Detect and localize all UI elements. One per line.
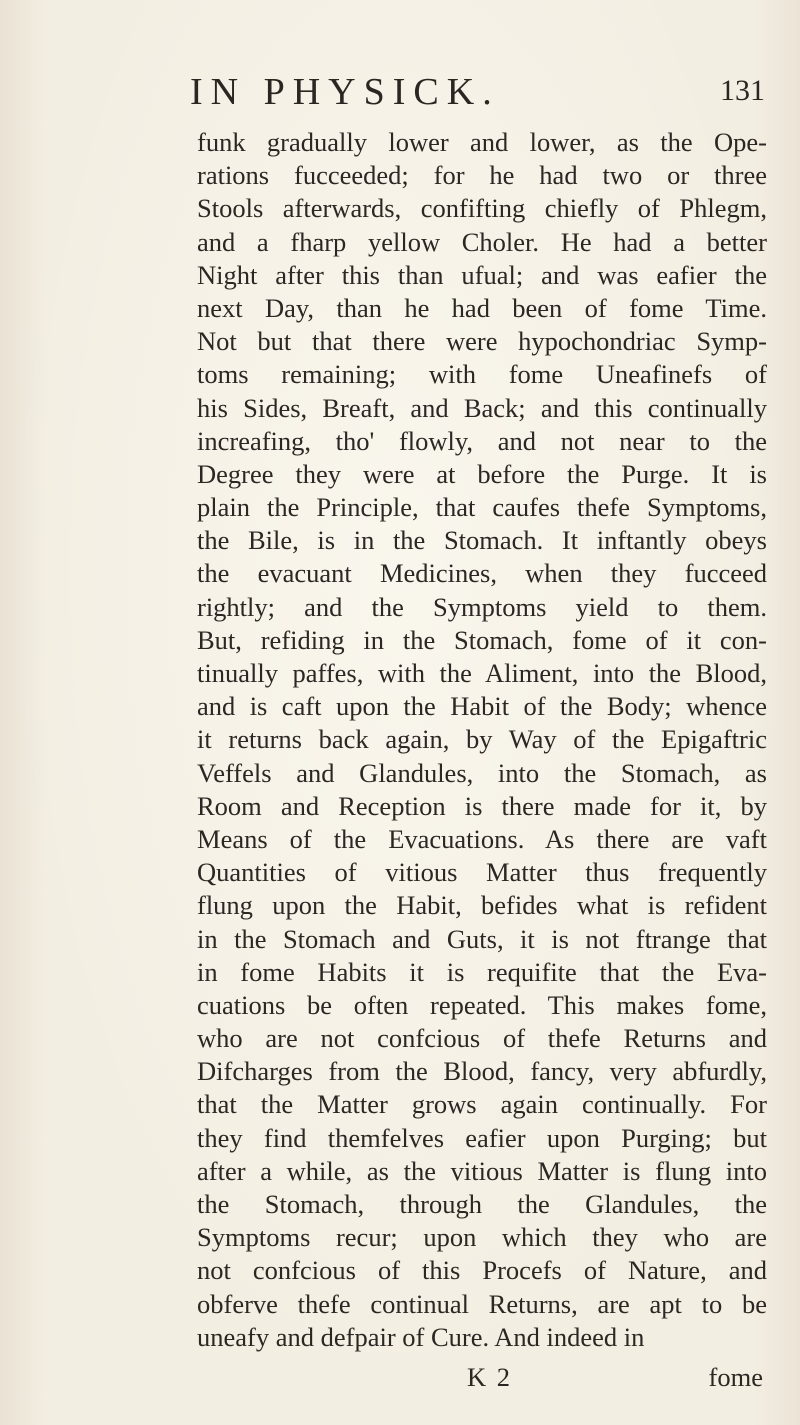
text-line: after a while, as the vitious Matter is flung into <box>197 1155 767 1186</box>
text-line: Not but that there were hypochondriac Symp- <box>197 326 767 357</box>
page-number: 131 <box>720 74 765 107</box>
text-line: Room and Reception is there made for it, by <box>197 790 767 821</box>
text-line: next Day, than he had been of fome Time. <box>197 292 767 323</box>
text-line: the Bile, is in the Stomach. It inftantly obeys <box>197 525 767 556</box>
text-line: Degree they were at before the Purge. It is <box>197 458 767 489</box>
body-text <box>197 126 767 1354</box>
text-line: the evacuant Medicines, when they fucceed <box>197 558 767 589</box>
text-line: Stools afterwards, confifting chiefly of Phlegm, <box>197 193 767 224</box>
text-line: increafing, tho' flowly, and not near to the <box>197 425 767 456</box>
text-line: Night after this than ufual; and was eafier the <box>197 259 767 290</box>
text-line: his Sides, Breaft, and Back; and this continually <box>197 392 767 423</box>
text-line: Symptoms recur; upon which they who are <box>197 1222 767 1253</box>
signature-mark: K 2 <box>467 1362 513 1392</box>
text-line: in fome Habits it is requifite that the Eva- <box>197 956 767 987</box>
text-line: flung upon the Habit, befides what is refident <box>197 890 767 921</box>
catchword: fome <box>708 1362 763 1392</box>
page-footer <box>197 1360 767 1394</box>
text-line: rations fucceeded; for he had two or three <box>197 160 767 191</box>
text-line: who are not confcious of thefe Returns and <box>197 1023 767 1054</box>
text-line: Quantities of vitious Matter thus frequently <box>197 857 767 888</box>
text-line: Difcharges from the Blood, fancy, very abfurdly, <box>197 1056 767 1087</box>
text-line: that the Matter grows again continually. For <box>197 1089 767 1120</box>
text-line: obferve thefe continual Returns, are apt to be <box>197 1288 767 1319</box>
text-line: funk gradually lower and lower, as the Ope- <box>197 127 767 157</box>
page-header <box>185 70 785 120</box>
text-line: they find themfelves eafier upon Purging; but <box>197 1122 767 1153</box>
text-line: Veffels and Glandules, into the Stomach, as <box>197 757 767 788</box>
text-line: cuations be often repeated. This makes fome, <box>197 989 767 1020</box>
text-line: rightly; and the Symptoms yield to them. <box>197 591 767 622</box>
text-line: tinually paffes, with the Aliment, into the Blood, <box>197 658 767 688</box>
text-line: and is caft upon the Habit of the Body; whence <box>197 691 767 722</box>
text-line: not confcious of this Procefs of Nature, and <box>197 1255 767 1286</box>
text-line: it returns back again, by Way of the Epigaftric <box>197 724 767 755</box>
running-head: IN PHYSICK. <box>190 71 500 113</box>
text-line: and a fharp yellow Choler. He had a better <box>197 226 767 257</box>
text-line: plain the Principle, that caufes thefe Symptoms, <box>197 492 767 523</box>
text-line: in the Stomach and Guts, it is not ftrange that <box>197 923 767 954</box>
text-line: But, refiding in the Stomach, fome of it con- <box>197 624 767 655</box>
text-line: Means of the Evacuations. As there are vaft <box>197 823 767 854</box>
text-line: the Stomach, through the Glandules, the <box>197 1189 767 1219</box>
text-line: uneafy and defpair of Cure. And indeed in <box>197 1321 645 1352</box>
text-line: toms remaining; with fome Uneafinefs of <box>197 359 767 390</box>
